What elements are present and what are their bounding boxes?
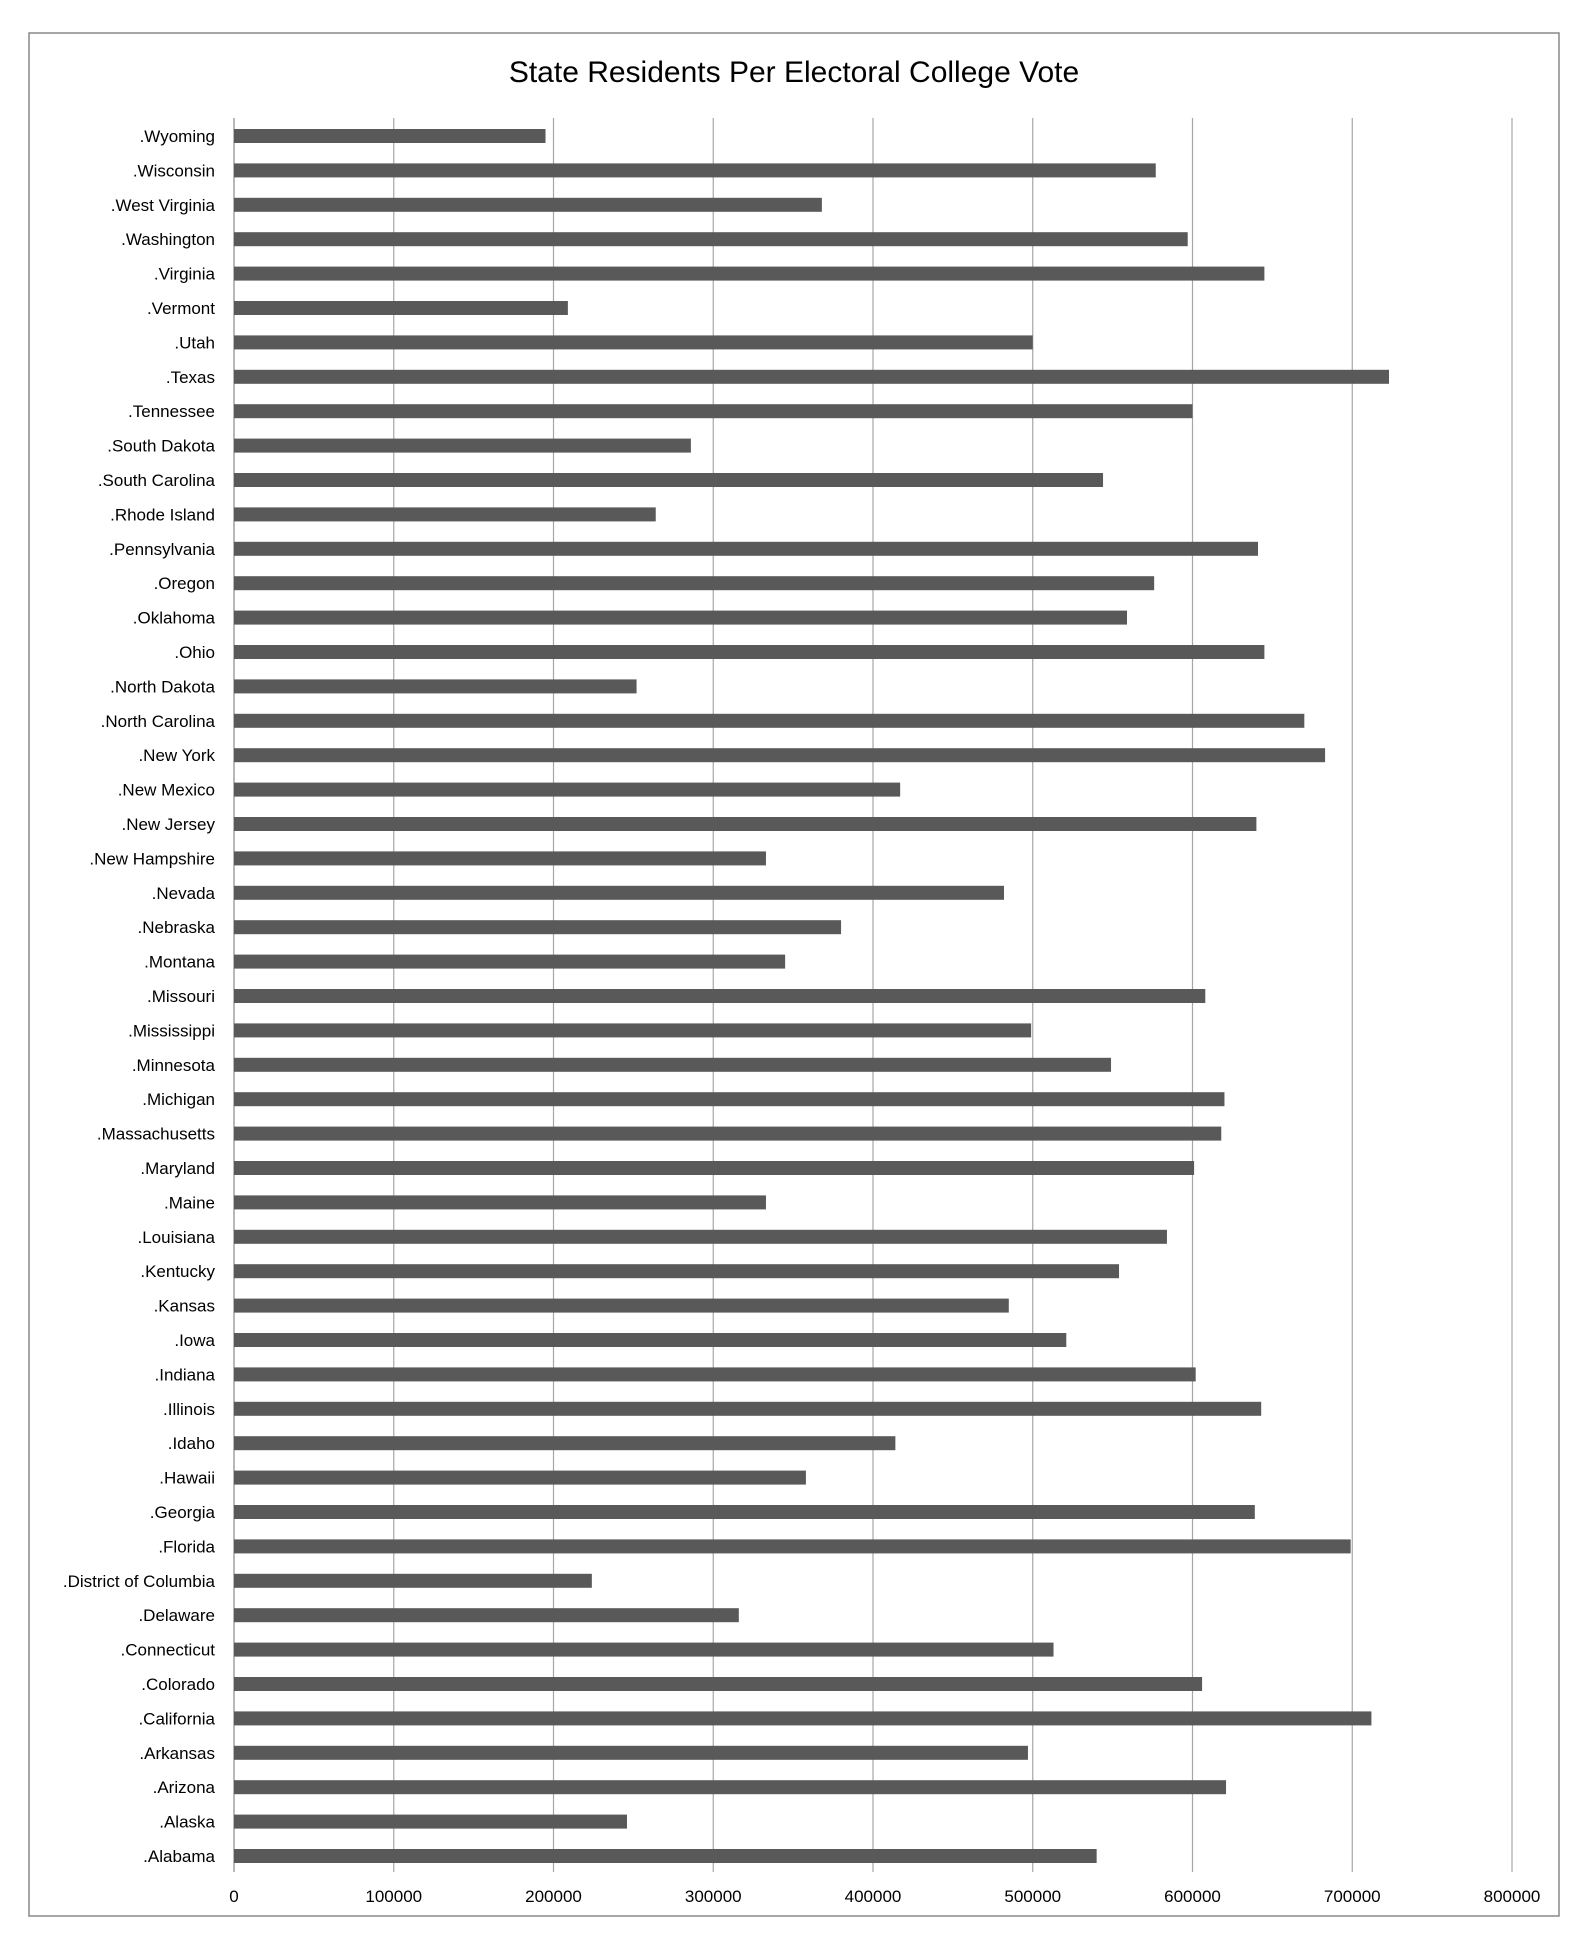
category-label: .Virginia <box>153 264 215 284</box>
x-tick-label: 800000 <box>1483 1887 1541 1906</box>
bar <box>234 1815 627 1829</box>
category-label: .Colorado <box>141 1675 215 1694</box>
category-label: .Michigan <box>142 1090 215 1110</box>
bar <box>234 989 1205 1003</box>
category-label: .North Carolina <box>100 711 215 731</box>
x-tick-label: 300000 <box>684 1887 742 1906</box>
bar <box>234 1058 1111 1072</box>
x-tick-label: 400000 <box>844 1887 902 1906</box>
bar <box>234 645 1264 659</box>
category-label: .Idaho <box>167 1434 215 1454</box>
bar <box>234 129 546 143</box>
category-label: .Arkansas <box>139 1743 215 1763</box>
category-label: .Nebraska <box>137 918 215 938</box>
category-label: .Mississippi <box>128 1021 215 1041</box>
bar <box>234 748 1325 762</box>
category-label: .Kentucky <box>140 1262 215 1282</box>
bar <box>234 955 785 969</box>
bar <box>234 1780 1226 1794</box>
bar <box>234 576 1154 590</box>
category-label: .Nevada <box>151 883 215 903</box>
x-tick-label: 100000 <box>365 1887 423 1906</box>
bar <box>234 542 1258 556</box>
bar <box>234 679 637 693</box>
category-label: .District of Columbia <box>62 1571 215 1591</box>
bar <box>234 267 1264 281</box>
category-label: .Maryland <box>140 1159 215 1178</box>
bar <box>234 507 656 521</box>
category-label: .Hawaii <box>159 1468 215 1488</box>
category-label: .Montana <box>144 952 215 972</box>
bar <box>234 370 1389 384</box>
bar <box>234 1608 739 1622</box>
bar <box>234 851 766 865</box>
category-label: .Indiana <box>154 1365 215 1385</box>
category-label: .Vermont <box>146 299 215 318</box>
bar <box>234 1574 592 1588</box>
category-label: .Delaware <box>138 1606 215 1626</box>
bar <box>234 232 1188 246</box>
bar <box>234 1195 766 1209</box>
chart-title: State Residents Per Electoral College Vote <box>508 56 1080 89</box>
bar <box>234 439 691 453</box>
x-tick-label: 600000 <box>1164 1887 1221 1906</box>
bar <box>234 1471 806 1485</box>
category-label: .Alaska <box>159 1812 215 1832</box>
bar <box>234 1264 1119 1278</box>
bar <box>234 473 1103 487</box>
category-label: .Alabama <box>143 1847 215 1866</box>
bar <box>234 1092 1224 1106</box>
x-tick-label: 700000 <box>1323 1887 1381 1906</box>
category-label: .Maine <box>163 1193 215 1213</box>
category-label: .California <box>138 1709 215 1729</box>
bar <box>234 1677 1202 1691</box>
x-tick-label: 200000 <box>525 1887 582 1906</box>
category-label: .Washington <box>121 230 215 250</box>
bar <box>234 886 1004 900</box>
category-label: .Pennsylvania <box>109 539 215 559</box>
category-label: .Arizona <box>152 1778 215 1798</box>
bar <box>234 1849 1097 1863</box>
bar <box>234 817 1256 831</box>
bar <box>234 1643 1054 1657</box>
category-label: .Texas <box>165 367 215 387</box>
bar <box>234 920 841 934</box>
category-label: .Oklahoma <box>132 608 215 628</box>
bar <box>234 1436 895 1450</box>
bar <box>234 1230 1167 1244</box>
category-label: .Iowa <box>174 1331 215 1350</box>
x-tick-label: 0 <box>229 1887 239 1906</box>
bar <box>234 404 1193 418</box>
category-label: .New Jersey <box>121 815 215 834</box>
category-label: .Ohio <box>174 643 215 662</box>
category-label: .Rhode Island <box>110 505 215 525</box>
bar <box>234 301 568 315</box>
bar <box>234 714 1304 728</box>
category-label: .Utah <box>174 333 215 353</box>
category-label: .South Dakota <box>107 436 215 456</box>
category-label: .Oregon <box>153 574 215 594</box>
category-label: .Wyoming <box>139 127 215 146</box>
category-label: .New Mexico <box>117 780 215 800</box>
bar <box>234 1539 1351 1553</box>
bar <box>234 335 1033 349</box>
bar <box>234 611 1127 625</box>
category-label: .Illinois <box>163 1399 215 1419</box>
category-label: .South Carolina <box>97 471 215 490</box>
category-label: .New Hampshire <box>89 849 215 869</box>
chart-frame <box>29 33 1559 1916</box>
category-label: .Tennessee <box>128 402 215 422</box>
bar <box>234 1299 1009 1313</box>
category-label: .Georgia <box>149 1503 215 1522</box>
category-label: .New York <box>138 746 215 766</box>
bar <box>234 783 900 797</box>
bar <box>234 1161 1194 1175</box>
category-label: .Massachusetts <box>96 1124 215 1144</box>
category-label: .Missouri <box>146 987 215 1006</box>
category-label: .Louisiana <box>137 1227 215 1247</box>
category-label: .Kansas <box>153 1296 215 1316</box>
category-label: .North Dakota <box>110 677 215 697</box>
bar <box>234 1023 1031 1037</box>
bar <box>234 1711 1371 1725</box>
category-label: .West Virginia <box>110 195 215 215</box>
bar <box>234 1746 1028 1760</box>
x-tick-label: 500000 <box>1004 1887 1062 1906</box>
category-label: .Florida <box>158 1537 215 1557</box>
bar <box>234 1505 1255 1519</box>
bar <box>234 198 822 212</box>
bar <box>234 1127 1221 1141</box>
bar <box>234 1333 1066 1347</box>
category-label: .Minnesota <box>131 1055 215 1075</box>
bar <box>234 1367 1196 1381</box>
category-label: .Connecticut <box>120 1640 215 1660</box>
bar <box>234 1402 1261 1416</box>
bar <box>234 163 1156 177</box>
category-label: .Wisconsin <box>132 161 215 181</box>
